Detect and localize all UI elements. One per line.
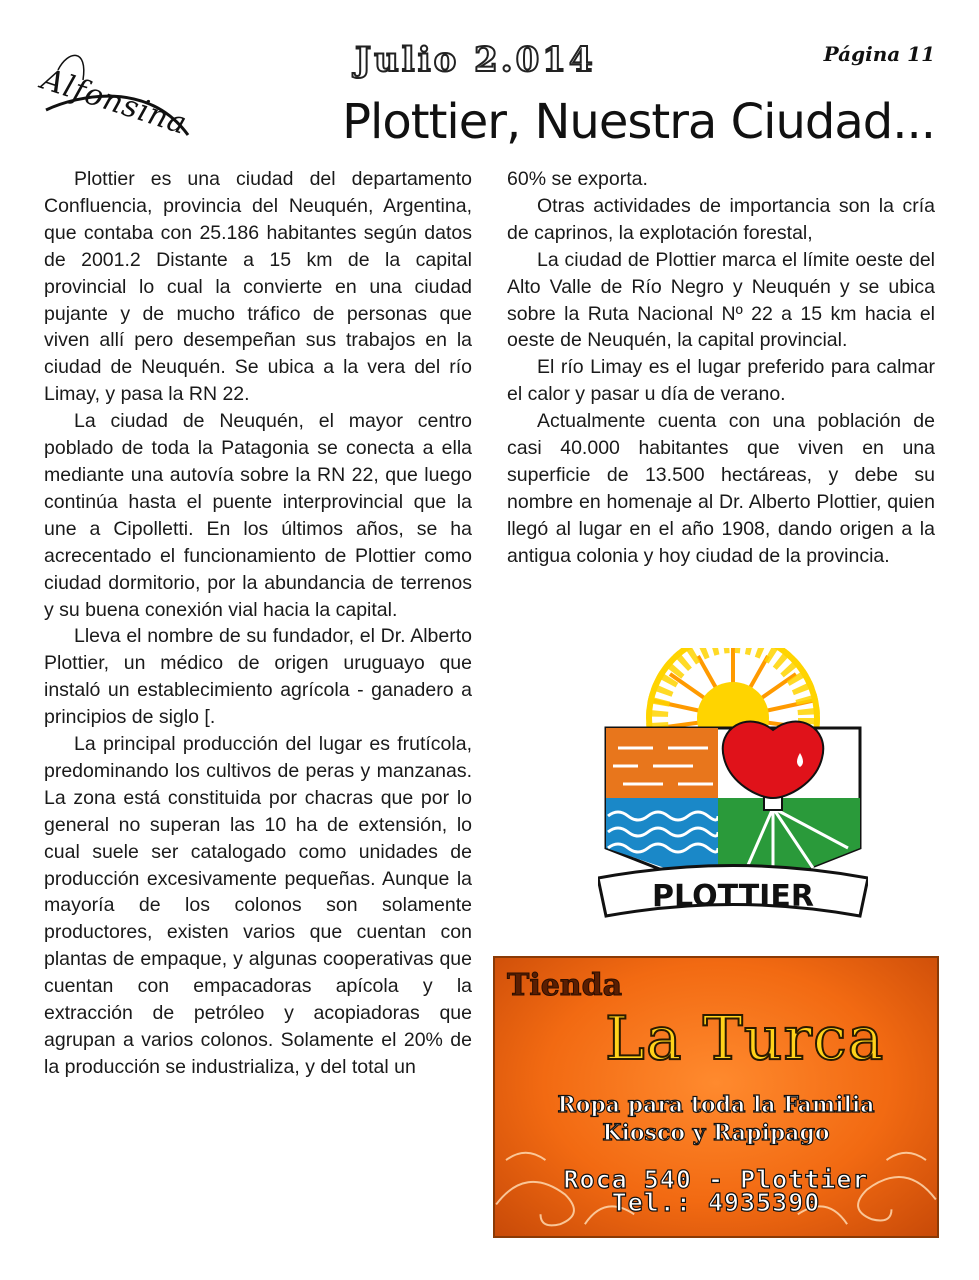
page-number: Página 11 (823, 42, 935, 66)
coat-of-arms-icon (598, 648, 868, 948)
ad-services: Kiosco y Rapipago (602, 1120, 830, 1146)
paragraph: El río Limay es el lugar preferido para calmar el calor y pasar u día de verano. (507, 356, 935, 406)
ad-tagline: Ropa para toda la Familia (557, 1092, 875, 1118)
logo-text: Alfonsina (37, 62, 192, 142)
paragraph: Otras actividades de importancia son la cría de caprinos, la explotación forestal, (507, 194, 935, 244)
paragraph-continuation: 60% se exporta. (507, 168, 648, 190)
ad-phone: Tel.: 4935390 (611, 1188, 821, 1217)
ad-store-name: La Turca (605, 1004, 885, 1074)
ad-store-label: Tienda (507, 968, 623, 1003)
paragraph: Lleva el nombre de su fundador, el Dr. Alberto Plottier, un médico de origen uruguayo que instaló un establecimiento agrícola - ganadero a principios de siglo [. (44, 625, 472, 729)
crest-banner-text: PLOTTIER (652, 879, 814, 914)
paragraph: La ciudad de Neuquén, el mayor centro poblado de toda la Patagonia se conecta a ella mediante una autovía sobre la RN 22, que luego continúa hasta el puente interprovincial que la une a Cipolletti. En los últimos años, se ha acrecentado el funcionamiento de Plottier como ciudad dormitorio, por la abundancia de terrenos y su buena conexión vial hacia la capital. (44, 410, 472, 621)
paragraph: Plottier es una ciudad del departamento Confluencia, provincia del Neuquén, Argentina, que contaba con 25.186 habitantes según datos de 2001.2 Distante a 15 km de la capital provincial lo cual la convierte en una ciudad pujante y de mucho tráfico de personas que viven allí pero desempeñan sus trabajos en la ciudad de Neuquén. Se ubica a la vera del río Limay, y pasa la RN 22. (44, 168, 472, 406)
paragraph: La principal producción del lugar es frutícola, predominando los cultivos de peras y manzanas. La zona está constituida por chacras que por lo general no superan las 10 ha de extensión, lo cual suele ser catalogado como unidades de producción excesivamente pequeñas. Aunque la mayoría de los colonos son solamente productores, existen varios que cuentan con plantas de empaque, y algunas cooperativas que cuentan con empacadoras apícola y la extracción de petróleo y acopiadoras que agrupan a varios colonos. Solamente el 20% de la producción se industrializa, y del total un (44, 733, 472, 1078)
issue-date: Julio 2.014 (355, 40, 596, 80)
paragraph: Actualmente cuenta con una población de casi 40.000 habitantes que viven en una superficie de 13.500 hectáreas, y debe su nombre en homenaje al Dr. Alberto Plottier, quien llegó al lugar en el año 1908, dando origen a la antigua colonia y hoy ciudad de la provincia. (507, 410, 935, 567)
paragraph: La ciudad de Plottier marca el límite oeste del Alto Valle de Río Negro y Neuquén y se ubica sobre la Ruta Nacional Nº 22 a 15 km hacia el oeste de Neuquén, la capital provincial. (507, 248, 935, 352)
page-title: Plottier, Nuestra Ciudad... (342, 94, 935, 150)
city-coat-of-arms (598, 648, 868, 948)
advertisement-la-turca (493, 956, 939, 1238)
article-column-right (507, 166, 935, 570)
article-column-left (44, 166, 472, 1081)
publication-logo (38, 40, 198, 140)
ad-address: Roca 540 - Plottier (563, 1165, 869, 1194)
